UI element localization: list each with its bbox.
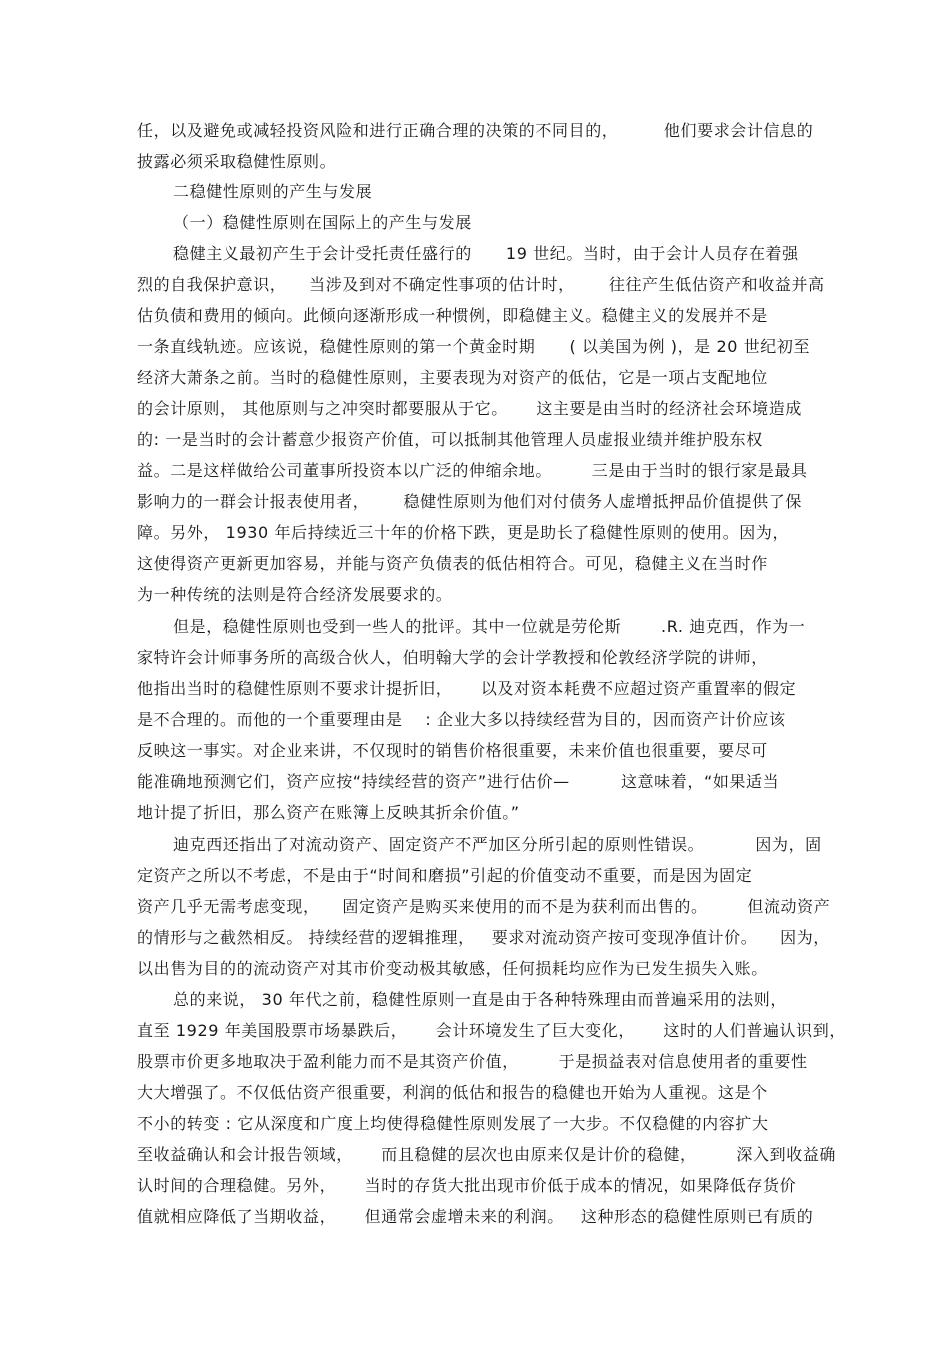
text-line: 但是，稳健性原则也受到一些人的批评。其中一位就是劳伦斯 .R. 迪克西，作为一 [173, 617, 806, 636]
text-line: 稳健主义最初产生于会计受托责任盛行的 19 世纪。当时，由于会计人员存在着强 [173, 244, 799, 263]
text-line: 能准确地预测它们，资产应按“持续经营的资产”进行估价— 这意味着，“如果适当 [137, 772, 780, 791]
text-line: 资产几乎无需考虑变现， 固定资产是购买来使用的而不是为获利而出售的。 但流动资产 [137, 897, 831, 916]
text-line: 经济大萧条之前。当时的稳健性原则，主要表现为对资产的低估，它是一项占支配地位 [137, 368, 768, 387]
text-line: 以出售为目的的流动资产对其市价变动极其敏感，任何损耗均应作为已发生损失入账。 [137, 959, 768, 978]
text-line: 的: 一是当时的会计蓄意少报资产价值，可以抵制其他管理人员虚报业绩并维护股东权 [137, 430, 763, 449]
text-line: 反映这一事实。对企业来讲，不仅现时的销售价格很重要，未来价值也很重要，要尽可 [137, 741, 768, 760]
text-line: 烈的自我保护意识， 当涉及到对不确定性事项的估计时， 往往产生低估资产和收益并高 [137, 275, 825, 294]
text-line: 估负债和费用的倾向。此倾向逐渐形成一种惯例，即稳健主义。稳健主义的发展并不是 [137, 306, 768, 325]
text-line: 至收益确认和会计报告领域， 而且稳健的层次也由原来仅是计价的稳健， 深入到收益确 [137, 1145, 837, 1164]
text-line: 地计提了折旧，那么资产在账簿上反映其折余价值。” [137, 803, 520, 822]
text-line: 的会计原则， 其他原则与之冲突时都要服从于它。 这主要是由当时的经济社会环境造成 [137, 399, 802, 418]
text-line: 披露必须采取稳健性原则。 [137, 152, 337, 171]
section-heading: 二稳健性原则的产生与发展 [173, 182, 373, 201]
text-line: 这使得资产更新更加容易，并能与资产负债表的低估相符合。可见，稳健主义在当时作 [137, 554, 768, 573]
text-line: 一条直线轨迹。应该说，稳健性原则的第一个黄金时期 ( 以美国为例 )，是 20 世纪初至 [137, 337, 811, 356]
subsection-heading: （一）稳健性原则在国际上的产生与发展 [173, 213, 472, 232]
text-line: 总的来说， 30 年代之前，稳健性原则一直是由于各种特殊理由而普遍采用的法则， [173, 990, 787, 1009]
text-line: 定资产之所以不考虑，不是由于“时间和磨损”引起的价值变动不重要，而是因为固定 [137, 866, 753, 885]
text-line: 任，以及避免或减轻投资风险和进行正确合理的决策的不同目的， 他们要求会计信息的 [137, 121, 814, 140]
text-line: 股票市价更多地取决于盈利能力而不是其资产价值， 于是损益表对信息使用者的重要性 [137, 1052, 808, 1071]
text-line: 的情形与之截然相反。 持续经营的逻辑推理， 要求对流动资产按可变现净值计价。 因为， [137, 928, 830, 947]
text-line: 迪克西还指出了对流动资产、固定资产不严加区分所引起的原则性错误。 因为，固 [173, 835, 822, 854]
text-line: 是不合理的。而他的一个重要理由是 : 企业大多以持续经营为目的，因而资产计价应该 [137, 710, 786, 729]
text-line: 直至 1929 年美国股票市场暴跌后， 会计环境发生了巨大变化， 这时的人们普遍认识到， [137, 1021, 846, 1040]
text-line: 他指出当时的稳健性原则不要求计提折旧， 以及对资本耗费不应超过资产重置率的假定 [137, 679, 797, 698]
text-line: 家特许会计师事务所的高级合伙人，伯明翰大学的会计学教授和伦敦经济学院的讲师， [137, 648, 768, 667]
text-line: 不小的转变 : 它从深度和广度上均使得稳健性原则发展了一大步。不仅稳健的内容扩大 [137, 1114, 769, 1133]
text-line: 障。另外， 1930 年后持续近三十年的价格下跌，更是助长了稳健性原则的使用。因为， [137, 523, 790, 542]
text-line: 值就相应降低了当期收益， 但通常会虚增未来的利润。 这种形态的稳健性原则已有质的 [137, 1207, 814, 1226]
text-line: 影响力的一群会计报表使用者， 稳健性原则为他们对付债务人虚增抵押品价值提供了保 [137, 492, 802, 511]
text-line: 益。二是这样做给公司董事所投资本以广泛的伸缩余地。 三是由于当时的银行家是最具 [137, 461, 808, 480]
text-line: 大大增强了。不仅低估资产很重要，利润的低估和报告的稳健也开始为人重视。这是个 [137, 1083, 768, 1102]
text-line: 认时间的合理稳健。另外， 当时的存货大批出现市价低于成本的情况，如果降低存货价 [137, 1176, 797, 1195]
text-line: 为一种传统的法则是符合经济发展要求的。 [137, 585, 453, 604]
